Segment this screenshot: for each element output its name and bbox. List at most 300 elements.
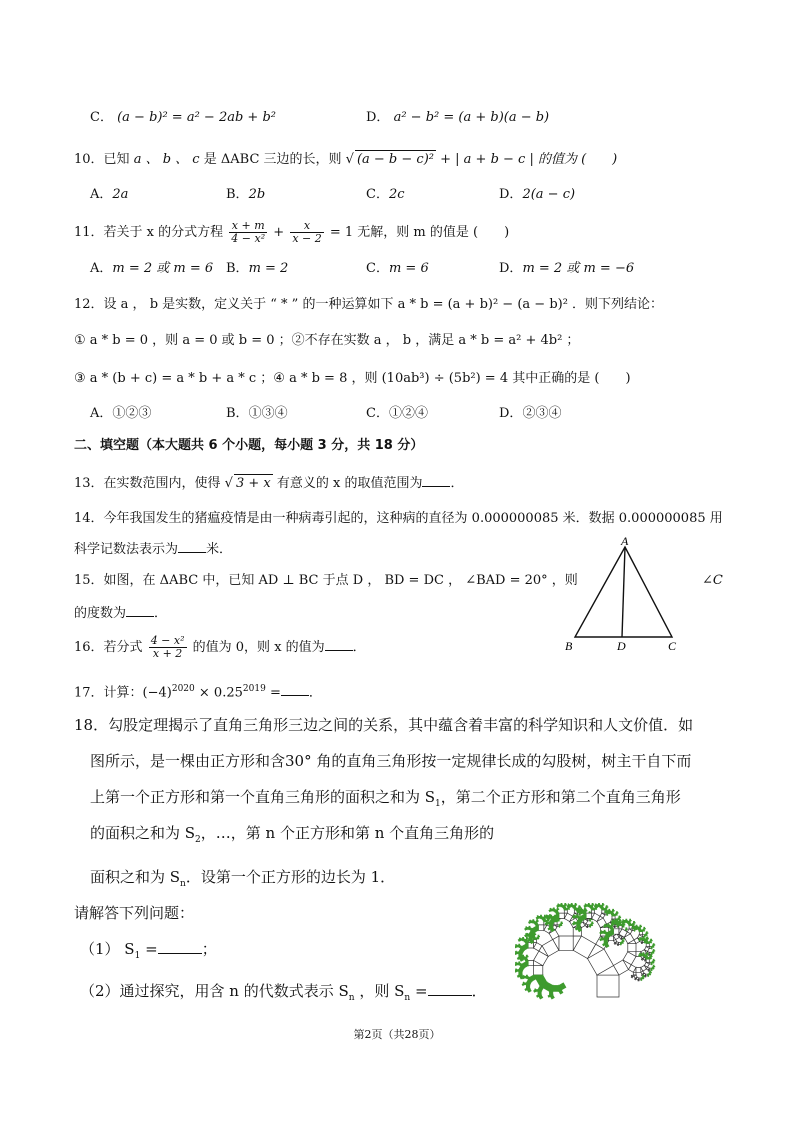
option-label: D． (499, 187, 523, 202)
tree-shape (614, 927, 615, 928)
tree-shape (528, 956, 529, 957)
tree-shape (535, 934, 536, 935)
tree-shape (620, 944, 621, 945)
tree-shape (586, 909, 587, 910)
tree-shape (618, 944, 619, 945)
tree-shape (604, 911, 606, 913)
q11-option-b (226, 260, 288, 278)
tree-shape (654, 966, 655, 967)
option-value: 2(a − c) (522, 187, 576, 202)
subscript: n (180, 879, 186, 889)
tree-shape (651, 972, 652, 973)
tree-shape (654, 960, 655, 961)
tree-shape (538, 925, 543, 930)
tree-shape (612, 919, 613, 920)
tree-shape (590, 926, 591, 927)
tree-shape (569, 909, 570, 910)
option-value: m = 2 或 m = 6 (112, 261, 214, 276)
question-number: 10． (74, 152, 104, 167)
tree-shape (597, 975, 619, 997)
tree-shape (621, 922, 622, 923)
triangle-figure (560, 535, 690, 655)
tree-shape (527, 940, 529, 942)
tree-shape (634, 930, 635, 931)
q11-option-c (366, 260, 429, 278)
tree-shape (585, 904, 586, 905)
tree-shape (644, 930, 645, 931)
tree-shape (534, 966, 543, 975)
tree-shape (614, 943, 616, 945)
stem-end: ； (201, 940, 217, 958)
page-footer: 第2页（共28页） (353, 1028, 441, 1041)
stem-vars: a 、 b 、 c (133, 152, 200, 167)
q9-option-c (90, 109, 276, 127)
tree-shape (604, 940, 608, 944)
tree-shape (651, 964, 652, 965)
stem-text: ，则 S (359, 982, 405, 1000)
stem-text: ．设第一个正方形的边长为 1． (185, 868, 396, 886)
tree-shape (621, 939, 622, 940)
q18-line-2: 图所示，是一棵由正方形和含30° 角的直角三角形按一定规律长成的勾股树，树主干自下而 (90, 752, 692, 770)
tree-shape (598, 903, 599, 904)
equals-sign: = (415, 982, 428, 1000)
option-label: D． (499, 261, 523, 276)
tree-shape (553, 908, 554, 909)
tree-shape (641, 942, 642, 943)
tree-shape (526, 985, 530, 989)
tree-shape (559, 926, 560, 927)
tree-shape (604, 924, 605, 925)
option-value: m = 2 或 m = −6 (522, 261, 635, 276)
section-heading: 二、填空题（本大题共 6 个小题，每小题 3 分，共 18 分） (74, 438, 424, 453)
tree-shape (614, 929, 619, 934)
tree-shape (593, 905, 594, 906)
point-d-label: D (617, 639, 626, 653)
q14-line-1: 14．今年我国发生的猪瘟疫情是由一种病毒引起的，这种病的直径为 0.000000085 米．数据 0.000000085 用 (74, 511, 723, 526)
tree-shape (654, 945, 655, 946)
q11-stem (74, 220, 509, 246)
tree-shape (576, 905, 577, 906)
tree-shape (517, 957, 519, 959)
tree-shape (594, 905, 596, 907)
tree-shape (600, 939, 602, 941)
tree-shape (605, 910, 606, 911)
q10-option-d (499, 186, 575, 204)
tree-shape (537, 915, 538, 916)
q10-option-b (226, 186, 265, 204)
tree-shape (515, 962, 516, 963)
tree-shape (636, 925, 637, 926)
tree-shape (622, 943, 623, 944)
tree-shape (546, 921, 547, 922)
stem-text: 的度数为 (74, 606, 127, 621)
tree-shape (548, 920, 549, 921)
tree-shape (549, 909, 551, 911)
tree-shape (641, 979, 642, 980)
tree-shape (580, 907, 581, 908)
tree-shape (593, 923, 594, 924)
option-label: C． (366, 261, 389, 276)
vertex-b-label: B (565, 639, 573, 653)
option-value: m = 2 (248, 261, 289, 276)
tree-shape (519, 938, 520, 939)
tree-shape (603, 925, 605, 927)
q12-option-d (499, 405, 561, 423)
tree-shape (561, 925, 562, 926)
option-label: C． (366, 187, 389, 202)
tree-shape (581, 908, 582, 909)
tree-shape (576, 909, 578, 911)
tree-shape (607, 907, 608, 908)
option-value: 2a (112, 187, 129, 202)
tree-shape (548, 995, 550, 997)
tree-shape (646, 959, 649, 962)
tree-shape (526, 927, 527, 928)
fraction-denominator: x + 2 (152, 647, 183, 660)
tree-shape (609, 909, 610, 910)
tree-shape (518, 939, 520, 941)
q11-option-a (90, 260, 213, 278)
tree-shape (638, 939, 640, 941)
tree-shape (600, 932, 602, 934)
subscript: 1 (134, 951, 141, 961)
tree-shape (654, 951, 655, 952)
option-label: A． (90, 187, 113, 202)
tree-shape (554, 922, 557, 925)
q18-line-5 (90, 866, 395, 895)
tree-shape (645, 960, 646, 961)
tree-shape (646, 935, 647, 936)
tree-shape (587, 927, 588, 928)
q18-line-6: 请解答下列问题： (74, 904, 195, 922)
tree-shape (570, 907, 571, 908)
stem-end: ． (308, 685, 322, 701)
tree-shape (645, 928, 646, 929)
pythagoras-tree-figure (515, 822, 710, 1002)
tree-shape (647, 933, 648, 934)
tree-shape (536, 995, 538, 997)
tree-shape (525, 988, 527, 990)
q12-option-c (366, 405, 428, 423)
tree-shape (592, 910, 595, 913)
tree-shape (597, 907, 598, 908)
tree-shape (529, 920, 530, 921)
tree-shape (638, 954, 640, 956)
fraction-denominator: 4 − x² (231, 232, 266, 245)
tree-shape (538, 992, 541, 996)
q15-line-1: 15．如图，在 ΔABC 中，已知 AD ⊥ BC 于点 D ， BD = DC ， ∠BAD = 20° ，则 (74, 573, 578, 588)
sqrt-expression: 3 + x (235, 476, 271, 491)
stem-text: 17．计算：(−4) (74, 685, 172, 701)
q10-option-c (366, 186, 405, 204)
option-label: B． (226, 261, 249, 276)
option-label: C． (90, 110, 113, 125)
tree-shape (549, 992, 553, 996)
tree-shape (559, 936, 573, 950)
stem-text: 若关于 x 的分式方程 (103, 225, 224, 240)
stem-text: ． (154, 606, 168, 621)
tree-shape (539, 936, 540, 937)
tree-shape (527, 934, 529, 936)
tree-shape (627, 929, 628, 930)
tree-shape (559, 913, 564, 918)
tree-shape (612, 916, 615, 919)
tree-shape (579, 914, 580, 915)
tree-shape (533, 920, 534, 921)
tree-shape (633, 972, 636, 975)
tree-shape (517, 975, 519, 977)
tree-shape (557, 905, 559, 907)
stem-text: 16．若分式 (74, 640, 143, 655)
tree-shape (620, 917, 621, 918)
tree-shape (525, 928, 527, 930)
tree-shape (519, 962, 520, 963)
q12-line-2: ① a * b = 0 ，则 a = 0 或 b = 0 ；②不存在实数 a ， b ，满足 a * b = a² + 4b² ； (74, 333, 580, 348)
tree-shape (573, 921, 574, 922)
tree-shape (523, 955, 524, 956)
tree-shape (558, 909, 559, 910)
exponent: 2019 (242, 684, 266, 694)
tree-shape (545, 916, 547, 918)
tree-shape (644, 976, 645, 977)
tree-shape (547, 922, 549, 924)
tree-shape (651, 970, 652, 971)
tree-shape (643, 937, 644, 938)
tree-shape (553, 985, 559, 991)
tree-shape (633, 925, 634, 926)
tree-shape (558, 904, 559, 905)
tree-shape (572, 916, 574, 918)
fraction-numerator: x (290, 220, 323, 233)
stem-end: ． (352, 640, 366, 655)
subscript: n (348, 993, 355, 1003)
q13: 13．在实数范围内，使得 √ 3 + x 有意义的 x 的取值范围为 ． (74, 476, 464, 491)
q10-stem: 10．已知 a 、 b 、 c 是 ΔABC 三边的长，则 √ (a − b − c)² + | a + b − c | 的值为 ( ) (74, 152, 618, 167)
q15-angle-c: ∠C (702, 573, 723, 588)
tree-shape (601, 931, 602, 932)
tree-shape (526, 933, 527, 934)
tree-shape (611, 921, 613, 923)
tree-shape (648, 938, 649, 939)
tree-shape (601, 937, 602, 938)
tree-shape (567, 905, 569, 907)
fraction (149, 635, 187, 660)
tree-shape (631, 920, 632, 921)
tree-shape (603, 905, 604, 906)
option-label: B． (226, 406, 249, 421)
q16 (74, 634, 366, 662)
option-value: ①③④ (248, 406, 288, 421)
tree-shape (535, 989, 536, 990)
tree-shape (596, 909, 597, 910)
tree-shape (561, 903, 562, 904)
tree-shape (515, 969, 516, 970)
tree-shape (577, 914, 578, 915)
option-label: C． (366, 406, 389, 421)
tree-shape (538, 921, 539, 922)
fraction-denominator: x − 2 (292, 232, 322, 245)
tree-shape (586, 913, 591, 918)
tree-shape (653, 962, 654, 963)
tree-shape (651, 948, 652, 949)
tree-shape (644, 936, 645, 937)
plus-sign: + (273, 225, 285, 240)
tree-shape (519, 944, 520, 945)
tree-shape (651, 958, 652, 959)
tree-shape (548, 928, 550, 930)
option-value: 2c (388, 187, 405, 202)
stem-end: ． (471, 982, 487, 1000)
fraction-numerator: 4 − x² (150, 634, 185, 647)
tree-shape (624, 941, 625, 942)
q18-line-1: 18．勾股定理揭示了直角三角形三边之间的关系，其中蕴含着丰富的科学知识和人文价值．如 (74, 716, 694, 734)
tree-shape (592, 925, 593, 926)
tree-shape (577, 924, 581, 928)
tree-shape (549, 914, 550, 915)
tree-shape (653, 952, 654, 953)
tree-shape (515, 944, 516, 945)
subscript: 1 (435, 799, 441, 809)
option-value: m = 6 (388, 261, 429, 276)
tree-shape (523, 982, 524, 983)
option-value: ②③④ (522, 406, 562, 421)
tree-shape (577, 908, 578, 909)
tree-shape (641, 959, 643, 961)
tree-shape (617, 914, 618, 915)
subscript: 2 (195, 835, 201, 845)
tree-shape (536, 917, 538, 919)
tree-shape (573, 915, 574, 916)
tree-shape (534, 990, 536, 992)
stem-text: 有意义的 x 的取值范围为 (276, 476, 423, 491)
equals-sign: = (269, 685, 281, 701)
stem-end: ． (450, 476, 464, 491)
tree-shape (646, 944, 649, 947)
tree-shape (515, 951, 516, 952)
tree-shape (652, 940, 653, 941)
tree-shape (639, 953, 640, 954)
fraction-numerator: x + m (229, 220, 267, 233)
tree-shape (623, 924, 624, 925)
option-label: B． (226, 187, 249, 202)
question-number: 11． (74, 225, 104, 240)
q18-part-2 (80, 980, 487, 1009)
tree-shape (588, 903, 589, 904)
tree-shape (614, 910, 615, 911)
tree-shape (568, 904, 569, 905)
tree-shape (636, 968, 641, 973)
option-value: 2b (248, 187, 266, 202)
tree-shape (632, 927, 634, 929)
tree-shape (628, 944, 636, 952)
tree-shape (525, 935, 527, 937)
stem-text: （2）通过探究，用含 n 的代数式表示 S (80, 982, 349, 1000)
tree-shape (566, 905, 567, 906)
q11-option-d (499, 260, 634, 278)
tree-shape (613, 925, 614, 926)
option-label: D． (499, 406, 523, 421)
stem-text: ，…，第 n 个正方形和第 n 个直角三角形的 (200, 824, 495, 842)
tree-shape (623, 926, 624, 927)
tree-shape (527, 927, 529, 929)
tree-shape (523, 937, 524, 938)
q18-line-4 (90, 822, 494, 851)
stem-text: 上第一个正方形和第一个直角三角形的面积之和为 S (90, 788, 436, 806)
tree-shape (595, 904, 596, 905)
tree-shape (562, 923, 563, 924)
tree-shape (651, 942, 652, 943)
tree-shape (522, 983, 524, 985)
equals-sign: = (145, 940, 158, 958)
q12-line-1: 12．设 a ， b 是实数，定义关于 “ * ” 的一种运算如下 a * b = (a + b)² − (a − b)² ．则下列结论： (74, 297, 664, 312)
option-value: (a − b)² = a² − 2ab + b² (117, 110, 276, 125)
subscript: n (404, 993, 411, 1003)
q15-line-2 (74, 604, 167, 623)
tree-shape (648, 954, 649, 955)
tree-shape (622, 919, 623, 920)
stem-tail: + | a + b − c | 的值为 ( ) (440, 152, 618, 167)
tree-shape (635, 978, 637, 980)
fraction (229, 220, 267, 245)
tree-shape (652, 956, 653, 957)
altitude-ad (622, 547, 625, 637)
answer-blank (158, 939, 202, 954)
option-label: D． (366, 110, 390, 125)
stem-text: （1） S (80, 940, 135, 958)
stem-text: 的面积之和为 S (90, 824, 196, 842)
stem-tail: = 1 无解，则 m 的值是 ( ) (329, 225, 510, 240)
q12-option-b (226, 405, 288, 423)
tree-shape (584, 905, 586, 907)
tree-shape (526, 975, 527, 976)
tree-shape (635, 923, 636, 924)
tree-shape (528, 960, 533, 965)
q12-line-3: ③ a * (b + c) = a * b + a * c ；④ a * b = 8 ，则 (10ab³) ÷ (5b²) = 4 其中正确的是 ( ) (74, 371, 631, 386)
tree-shape (540, 915, 541, 916)
tree-shape (586, 910, 587, 911)
answer-blank (422, 474, 450, 487)
tree-shape (631, 975, 632, 976)
tree-shape (549, 919, 550, 920)
tree-shape (616, 919, 617, 920)
tree-shape (550, 908, 551, 909)
tree-shape (607, 914, 608, 915)
vertex-a-label: A (621, 535, 629, 548)
tree-shape (538, 938, 539, 939)
answer-blank (281, 683, 309, 696)
option-value: ①②③ (112, 406, 152, 421)
tree-shape (546, 915, 547, 916)
option-value: ①②④ (388, 406, 428, 421)
tree-shape (639, 937, 640, 938)
sqrt-expression: (a − b − c)² (356, 152, 434, 167)
stem-text: 科学记数法表示为 (74, 542, 179, 557)
tree-shape (529, 936, 533, 939)
q18-line-3 (90, 786, 681, 815)
answer-blank (178, 540, 206, 553)
tree-shape (564, 910, 567, 913)
tree-shape (626, 919, 627, 920)
stem-text: 是 ΔABC 三边的长，则 (203, 152, 342, 167)
tree-shape (650, 974, 651, 975)
tree-shape (528, 921, 530, 923)
tree-shape (618, 913, 619, 914)
tree-shape (648, 976, 649, 977)
tree-shape (621, 920, 622, 921)
tree-shape (572, 923, 574, 925)
tree-shape (528, 939, 529, 940)
option-label: A． (90, 261, 113, 276)
